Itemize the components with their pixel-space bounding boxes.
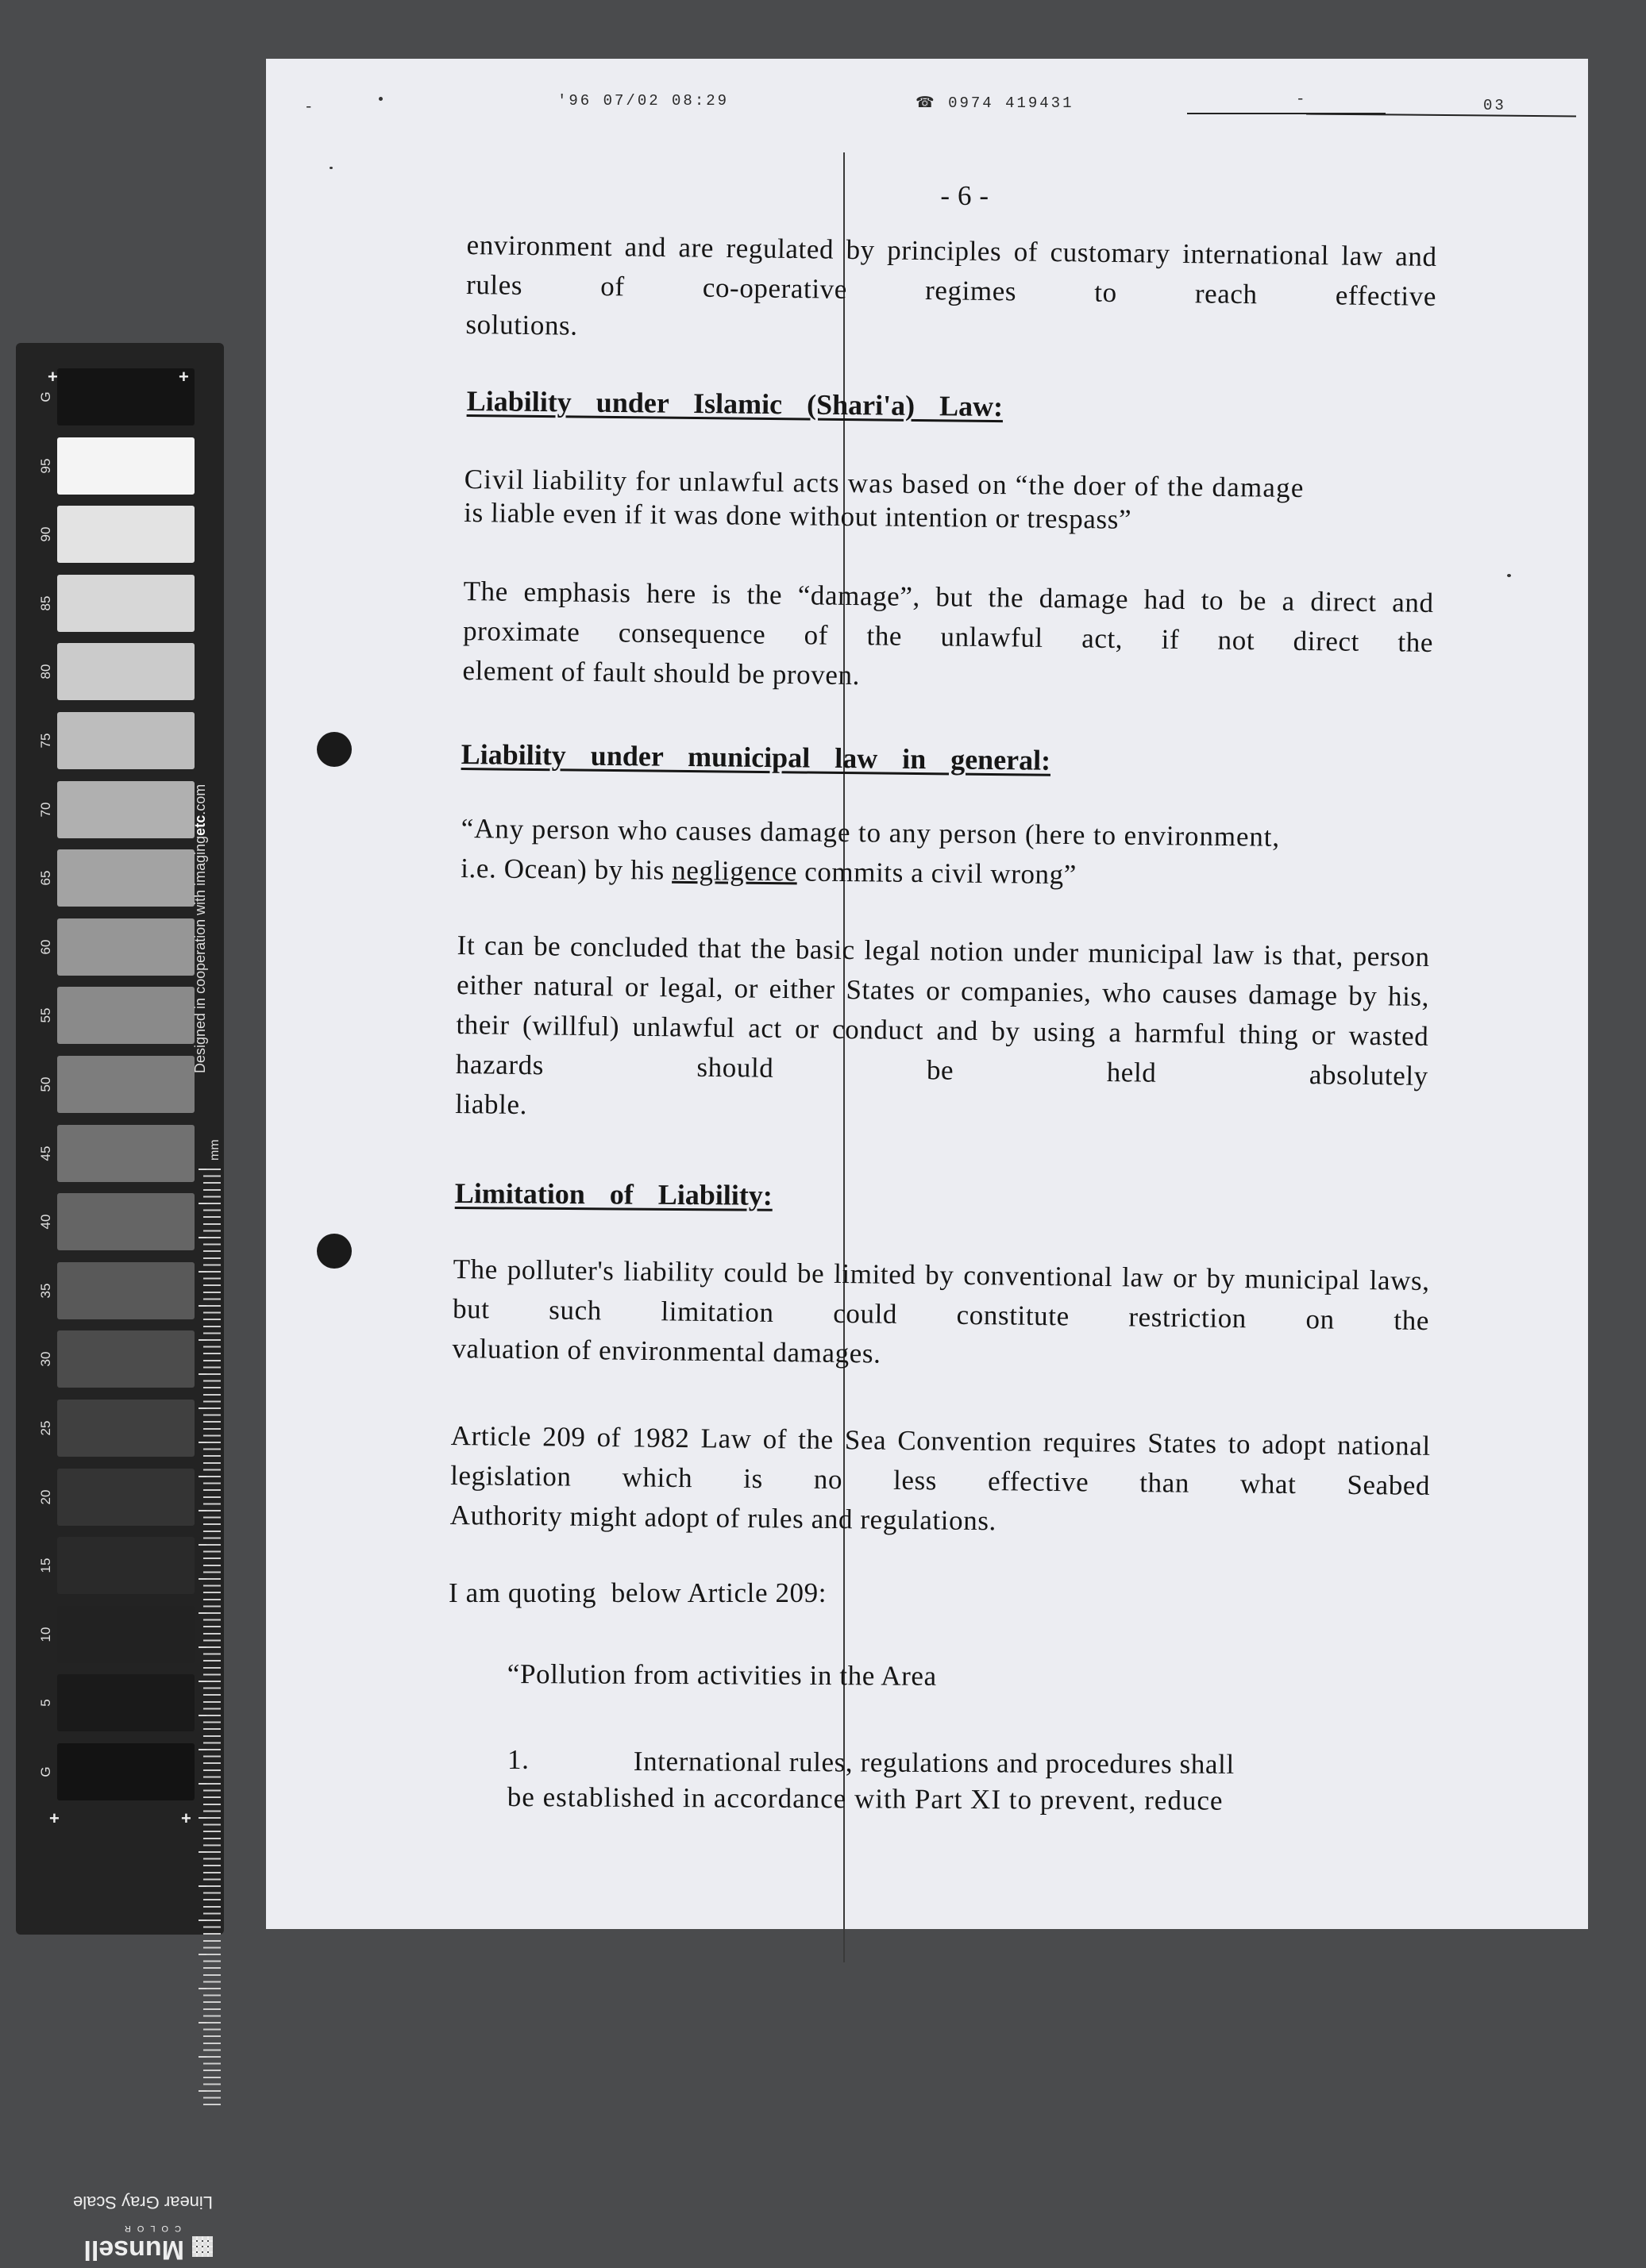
scale-label: 40 — [38, 1214, 53, 1230]
document-page — [266, 59, 1588, 1929]
emphasis-lines: The emphasis here is the “damage”, but the damage had to be a direct and proximate consequence of the unlawful act, if not direct the — [462, 575, 1434, 658]
mm-ruler-major-ticks — [199, 1169, 206, 2109]
emphasis-last-line: element of fault should be proven. — [462, 654, 861, 691]
item-text-line-2: be established in accordance with Part XI to prevent, reduce — [507, 1781, 1224, 1816]
punch-hole — [317, 1234, 352, 1269]
gray-scale-card — [16, 343, 224, 2265]
article-last-line: Authority might adopt of rules and regulations. — [449, 1499, 997, 1537]
scale-label: 95 — [38, 458, 53, 474]
quote-line-2: i.e. Ocean) by his negligence commits a civil wrong” — [461, 852, 1077, 891]
polluter-last-line: valuation of environmental damages. — [452, 1332, 881, 1369]
scale-label: 75 — [38, 733, 53, 749]
concluded-paragraph — [455, 926, 1646, 1139]
item-text-line-1: International rules, regulations and procedures shall — [633, 1746, 1235, 1780]
speck — [330, 167, 333, 169]
gray-patch — [57, 918, 195, 976]
gray-patch — [57, 1125, 195, 1182]
article-paragraph — [449, 1416, 1646, 1548]
scale-label: 80 — [38, 664, 53, 680]
scale-label: 20 — [38, 1489, 53, 1505]
scale-label: 10 — [38, 1627, 53, 1642]
scale-label: 90 — [38, 526, 53, 542]
fax-phone: ☎ 0974 419431 — [916, 94, 1074, 112]
scale-label: G — [38, 1766, 53, 1777]
polluter-lines: The polluter's liability could be limited by conventional law or by municipal laws, but such limitation could constitute restriction on the — [452, 1253, 1430, 1337]
intro-lines: environment and are regulated by principles of customary international law and rules of co-operative regimes to reach effective — [465, 229, 1437, 312]
scale-label: 55 — [38, 1007, 53, 1023]
scale-label: 65 — [38, 870, 53, 886]
card-title: Linear Gray Scale — [72, 2193, 214, 2212]
civil-line-1: Civil liability for unlawful acts was based on “the doer of the damage — [464, 463, 1305, 504]
intro-last-line: solutions. — [465, 308, 578, 341]
scale-label: 85 — [38, 595, 53, 611]
gray-patch — [57, 1056, 195, 1113]
page-number: - 6 - — [940, 180, 989, 211]
gray-patch — [57, 1193, 195, 1250]
scale-label: 50 — [38, 1076, 53, 1092]
scale-label: 30 — [38, 1351, 53, 1367]
quote-line-1: “Any person who causes damage to any person (here to environment, — [461, 812, 1281, 853]
gray-patch — [57, 1262, 195, 1319]
gray-patch — [57, 1330, 195, 1388]
scale-label: 45 — [38, 1146, 53, 1161]
punch-hole — [317, 732, 352, 767]
polluter-paragraph — [452, 1250, 1646, 1384]
intro-text — [465, 225, 1646, 360]
gray-patch — [57, 1743, 195, 1800]
gray-patch — [57, 1469, 195, 1526]
fax-dot — [379, 97, 383, 101]
scale-label: 60 — [38, 939, 53, 955]
gray-patch — [57, 712, 195, 769]
municipal-quote — [461, 809, 1446, 899]
munsell-logo — [60, 2220, 219, 2268]
fax-rule — [1306, 114, 1576, 117]
negligence-underlined: negligence — [672, 854, 798, 888]
heading-limitation: Limitation of Liability: — [454, 1177, 773, 1211]
gray-patch — [57, 1400, 195, 1457]
gray-patch — [57, 437, 195, 495]
scale-label: 15 — [38, 1558, 53, 1573]
heading-islamic-law: Liability under Islamic (Shari'a) Law: — [466, 384, 1004, 423]
concluded-last-line: liable. — [455, 1088, 528, 1121]
civil-line-2: is liable even if it was done without intention or trespass” — [464, 496, 1132, 535]
scale-label: 70 — [38, 802, 53, 818]
gray-patch — [57, 1537, 195, 1594]
gray-patch — [57, 575, 195, 632]
gray-patch — [57, 506, 195, 563]
fax-date-time: '96 07/02 08:29 — [557, 92, 730, 110]
gray-patch — [57, 849, 195, 907]
scale-label: G — [38, 391, 53, 402]
fax-page-number: 03 — [1483, 97, 1506, 114]
gray-patch — [57, 368, 195, 425]
gray-patch — [57, 1606, 195, 1663]
speck — [1507, 574, 1511, 577]
scale-label: 5 — [38, 1699, 53, 1708]
heading-municipal-law: Liability under municipal law in general: — [461, 737, 1051, 776]
fax-mark: - — [304, 98, 316, 116]
registration-plus: + — [48, 367, 58, 387]
munsell-grid-icon — [192, 2236, 213, 2257]
scale-label: 35 — [38, 1283, 53, 1299]
emphasis-paragraph — [462, 572, 1646, 706]
fax-dash: - — [1296, 90, 1308, 108]
designed-credit: Designed in cooperation with imagingetc.com — [192, 784, 208, 1073]
article-lines: Article 209 of 1982 Law of the Sea Convention requires States to adopt national legislation which is no less effective than what Seabed — [450, 1419, 1431, 1501]
item-number: 1. — [507, 1744, 530, 1775]
registration-plus: + — [49, 1808, 60, 1828]
mm-label: mm — [208, 1139, 222, 1161]
gray-patch — [57, 781, 195, 838]
scale-label: 25 — [38, 1420, 53, 1436]
brand-name: Munsell — [83, 2235, 184, 2265]
gray-patch — [57, 1674, 195, 1731]
brand-sub: COLOR — [118, 2224, 181, 2233]
gray-patch — [57, 987, 195, 1044]
gray-patch — [57, 643, 195, 700]
concluded-lines: It can be concluded that the basic legal notion under municipal law is that, person either natural or legal, or either States or companies, who causes damage by his, their (willful) unlawful act or conduct and by using a harmful thing or wasted hazards should be held absolutely — [455, 929, 1430, 1092]
registration-plus: + — [179, 367, 189, 387]
quoting-line: I am quoting below Article 209: — [449, 1577, 827, 1608]
civil-liability-paragraph — [464, 460, 1441, 543]
registration-plus: + — [181, 1808, 191, 1828]
quote-title: “Pollution from activities in the Area — [507, 1658, 937, 1692]
